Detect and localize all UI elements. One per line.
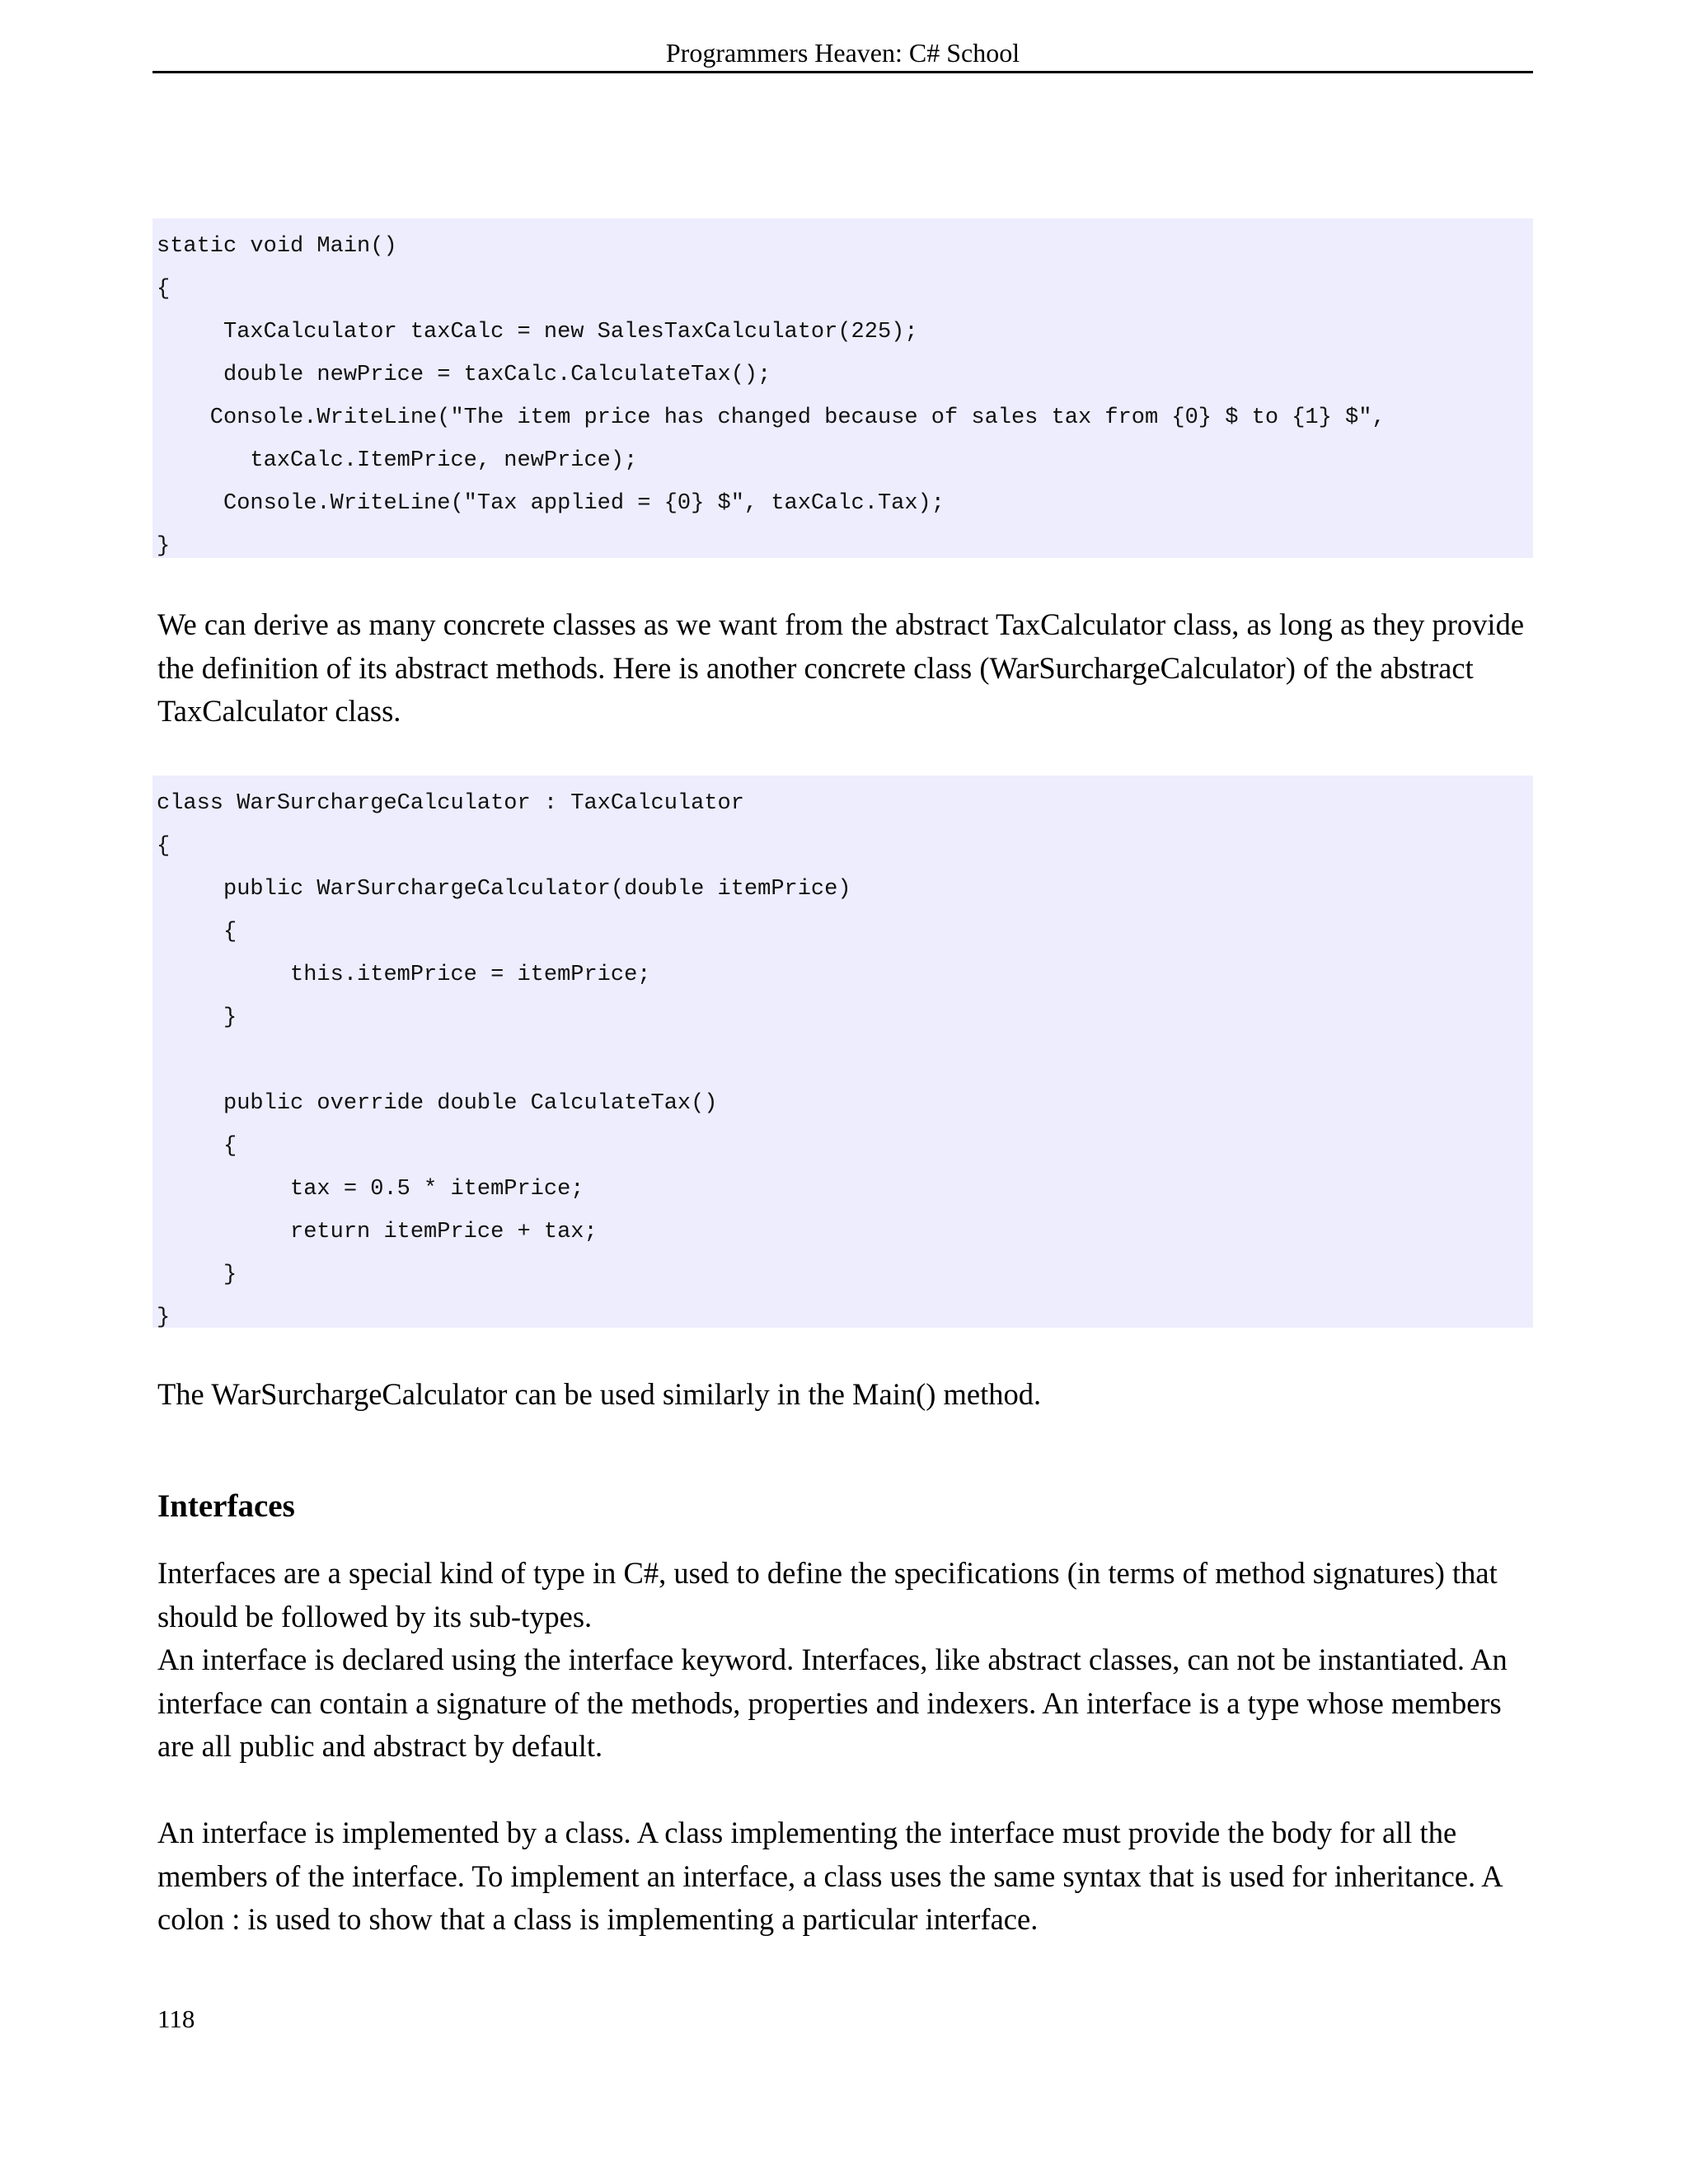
code-line: taxCalc.ItemPrice, newPrice);	[157, 448, 638, 473]
body-paragraph: Interfaces are a special kind of type in C#, used to define the specifications (in terms of method signatures) that should be followed by its sub-types.	[157, 1556, 1498, 1633]
code-line: class WarSurchargeCalculator : TaxCalculator	[157, 791, 744, 816]
body-paragraph: We can derive as many concrete classes as we want from the abstract TaxCalculator class, as long as they provide the definition of its abstract methods. Here is another concrete class (WarSurchargeCalculator) of the abstract TaxCalculator class.	[157, 607, 1525, 728]
code-line: {	[157, 920, 237, 944]
header-title: Programmers Heaven: C# School	[665, 38, 1020, 68]
code-line: public override double CalculateTax()	[157, 1091, 718, 1116]
code-line: {	[157, 1134, 237, 1159]
code-line: Console.WriteLine("The item price has changed because of sales tax from {0} $ to {1} $",	[157, 405, 1386, 430]
code-line: }	[157, 534, 171, 559]
code-block-main-method	[152, 218, 1533, 558]
code-line: return itemPrice + tax;	[157, 1220, 598, 1244]
code-line: {	[157, 834, 171, 859]
body-paragraph: The WarSurchargeCalculator can be used similarly in the Main() method.	[157, 1377, 1042, 1411]
code-line: }	[157, 1305, 171, 1330]
section-heading: Interfaces	[157, 1488, 295, 1524]
code-line: Console.WriteLine("Tax applied = {0} $", taxCalc.Tax);	[157, 491, 945, 516]
body-paragraph: An interface is implemented by a class. A class implementing the interface must provide the body for all the members of the interface. To implement an interface, a class uses the same syntax that is used for inheritance. A colon : is used to show that a class is implementing a particular interface.	[157, 1816, 1502, 1936]
code-line: double newPrice = taxCalc.CalculateTax();	[157, 363, 771, 387]
code-line: }	[157, 1005, 237, 1030]
code-line	[157, 1039, 1533, 1082]
page-header	[152, 33, 1533, 73]
code-line: tax = 0.5 * itemPrice;	[157, 1177, 584, 1202]
code-line: }	[157, 1263, 237, 1287]
code-line: this.itemPrice = itemPrice;	[157, 963, 651, 987]
code-line: {	[157, 277, 171, 302]
code-line: public WarSurchargeCalculator(double itemPrice)	[157, 877, 851, 902]
code-line: static void Main()	[157, 234, 397, 259]
code-block-war-surcharge-class	[152, 776, 1533, 1328]
body-paragraph: An interface is declared using the interface keyword. Interfaces, like abstract classes, can not be instantiated. An interface can contain a signature of the methods, properties and indexers. An interface is a type whose members are all public and abstract by default.	[157, 1643, 1507, 1763]
code-line: TaxCalculator taxCalc = new SalesTaxCalculator(225);	[157, 320, 918, 344]
page-number: 118	[157, 2004, 195, 2033]
